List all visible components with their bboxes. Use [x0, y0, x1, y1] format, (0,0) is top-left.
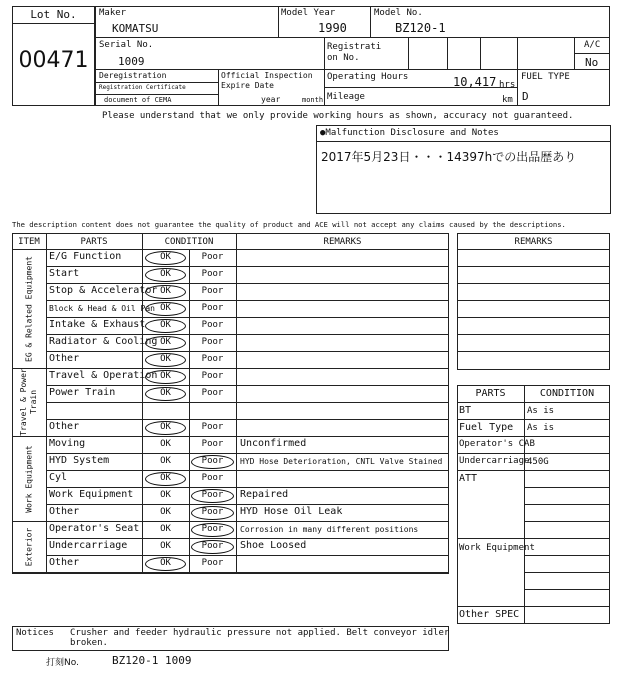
ok-option[interactable]: OK: [160, 473, 171, 483]
inspection-label: Official Inspection Expire Date: [221, 71, 313, 90]
ok-option[interactable]: OK: [160, 371, 171, 381]
serial-value: 1009: [118, 55, 145, 68]
malfunction-title: ●Malfunction Disclosure and Notes: [320, 128, 499, 138]
poor-selected-circle: [191, 523, 234, 537]
operating-hours-value: 10,417: [453, 75, 497, 89]
poor-selected-circle: [191, 489, 234, 503]
ac-label: A/C: [584, 40, 601, 50]
ok-option[interactable]: OK: [160, 269, 171, 279]
poor-selected-circle: [191, 455, 234, 469]
remark-text: Shoe Loosed: [240, 540, 307, 551]
poor-option[interactable]: Poor: [201, 286, 224, 296]
model-no-value: BZ120-1: [395, 21, 446, 35]
poor-option[interactable]: Poor: [201, 422, 224, 432]
ok-option[interactable]: OK: [160, 303, 171, 313]
part-label: Operator's Seat: [49, 523, 140, 534]
poor-selected-circle: [191, 506, 234, 520]
ok-option[interactable]: OK: [160, 320, 171, 330]
ok-selected-circle: [145, 557, 186, 571]
part-label: Travel & Operation: [49, 370, 158, 381]
stamp-label: 打刻No.: [46, 658, 79, 668]
model-no-label: Model No.: [374, 8, 423, 18]
ok-selected-circle: [145, 353, 186, 367]
header-remarks: REMARKS: [323, 237, 362, 247]
poor-option[interactable]: Poor: [201, 371, 224, 381]
lot-label: Lot No.: [30, 8, 77, 21]
poor-option[interactable]: Poor: [201, 439, 224, 449]
registration-label: Registrati on No.: [327, 42, 382, 63]
ok-option[interactable]: OK: [160, 388, 171, 398]
part-label: Other: [49, 506, 80, 517]
ok-selected-circle: [145, 302, 186, 316]
poor-option[interactable]: Poor: [201, 303, 224, 313]
malfunction-text: 2017年5月23日・・・14397hでの出品歴あり: [321, 150, 577, 164]
side-part-label: Operator's CAB: [459, 439, 535, 449]
side-part-label: ATT: [459, 473, 478, 484]
poor-option[interactable]: Poor: [201, 473, 224, 483]
ok-selected-circle: [145, 370, 186, 384]
ok-option[interactable]: OK: [160, 490, 171, 500]
deregistration-label: Deregistration: [99, 71, 167, 80]
notices-text: Crusher and feeder hydraulic pressure not applied. Belt conveyor idler broken.: [70, 628, 450, 648]
group-label: Travel & Power Train: [19, 368, 38, 436]
year-label: year: [261, 95, 281, 104]
remark-text: Repaired: [240, 489, 289, 500]
ok-selected-circle: [145, 319, 186, 333]
ac-value: No: [585, 56, 599, 69]
group-label: Work Equipment: [24, 444, 33, 513]
part-label: Other: [49, 421, 80, 432]
ok-selected-circle: [145, 421, 186, 435]
part-label: Stop & Accelerator: [49, 285, 158, 296]
ok-selected-circle: [145, 336, 186, 350]
side-remarks-box: [457, 233, 610, 370]
fuel-type-label: FUEL TYPE: [521, 72, 570, 82]
part-label: Other: [49, 353, 80, 364]
remark-text: Corrosion in many different positions: [240, 525, 419, 534]
hrs-unit: hrs: [499, 80, 516, 90]
maker-label: Maker: [99, 8, 127, 18]
poor-option[interactable]: Poor: [201, 320, 224, 330]
side-condition-value: As is: [527, 406, 555, 416]
ok-option[interactable]: OK: [160, 286, 171, 296]
hours-notice: Please understand that we only provide working hours as shown, accuracy not guaranteed.: [102, 111, 574, 121]
header-item: ITEM: [18, 237, 40, 247]
ok-option[interactable]: OK: [160, 456, 171, 466]
ok-selected-circle: [145, 268, 186, 282]
poor-option[interactable]: Poor: [201, 541, 224, 551]
ok-selected-circle: [145, 387, 186, 401]
side-part-label: Other SPEC: [459, 609, 520, 620]
part-label: Radiator & Cooling: [49, 336, 158, 347]
registration-certificate-label: Registration Certificate: [99, 84, 186, 91]
side-remarks-header: REMARKS: [514, 237, 553, 247]
ok-selected-circle: [145, 251, 186, 265]
mileage-label: Mileage: [327, 92, 365, 102]
side-part-label: Work Equipment: [459, 543, 535, 553]
ok-option[interactable]: OK: [160, 337, 171, 347]
group-label: EG & Related Equipment: [24, 255, 33, 362]
poor-option[interactable]: Poor: [201, 456, 224, 466]
ok-option[interactable]: OK: [160, 507, 171, 517]
side-condition-value: 450G: [527, 457, 549, 467]
ok-option[interactable]: OK: [160, 541, 171, 551]
poor-option[interactable]: Poor: [201, 252, 224, 262]
part-label: Undercarriage: [49, 540, 128, 551]
maker-value: KOMATSU: [112, 22, 159, 35]
ok-selected-circle: [145, 285, 186, 299]
ok-option[interactable]: OK: [160, 422, 171, 432]
malfunction-box: [316, 125, 611, 214]
part-label: Other: [49, 557, 80, 568]
serial-label: Serial No.: [99, 40, 154, 50]
remark-text: HYD Hose Deterioration, CNTL Valve Stained: [240, 457, 443, 466]
remark-text: Unconfirmed: [240, 438, 307, 449]
ok-option[interactable]: OK: [160, 524, 171, 534]
poor-option[interactable]: Poor: [201, 269, 224, 279]
model-year-label: Model Year: [281, 8, 336, 18]
poor-selected-circle: [191, 540, 234, 554]
ok-selected-circle: [145, 472, 186, 486]
part-label: Power Train: [49, 387, 116, 398]
part-label: Cyl: [49, 472, 68, 483]
cema-label: document of CEMA: [104, 96, 172, 104]
poor-option[interactable]: Poor: [201, 354, 224, 364]
lot-number: 00471: [18, 48, 89, 73]
side-part-label: Undercarriage: [459, 456, 530, 466]
remark-text: HYD Hose Oil Leak: [240, 506, 343, 517]
part-label: Intake & Exhaust: [49, 319, 146, 330]
ok-option[interactable]: OK: [160, 439, 171, 449]
ok-option[interactable]: OK: [160, 558, 171, 568]
stamp-value: BZ120-1 1009: [112, 654, 192, 667]
part-label: E/G Function: [49, 251, 122, 262]
poor-option[interactable]: Poor: [201, 490, 224, 500]
side-part-label: BT: [459, 405, 472, 416]
group-label: Exterior: [24, 527, 33, 566]
model-year-value: 1990: [318, 21, 347, 35]
part-label: HYD System: [49, 455, 110, 466]
month-label: month: [302, 96, 324, 104]
header-condition: CONDITION: [164, 237, 214, 247]
part-label: Block & Head & Oil Pan: [49, 304, 155, 313]
ok-option[interactable]: OK: [160, 354, 171, 364]
ok-option[interactable]: OK: [160, 252, 171, 262]
side-parts-header: PARTS: [475, 388, 506, 399]
side-part-label: Fuel Type: [459, 422, 514, 433]
side-condition-header: CONDITION: [539, 388, 595, 399]
poor-option[interactable]: Poor: [201, 524, 224, 534]
poor-option[interactable]: Poor: [201, 558, 224, 568]
poor-option[interactable]: Poor: [201, 388, 224, 398]
poor-option[interactable]: Poor: [201, 507, 224, 517]
side-condition-value: As is: [527, 423, 555, 433]
part-label: Start: [49, 268, 80, 279]
km-unit: km: [502, 95, 513, 105]
operating-hours-label: Operating Hours: [327, 72, 409, 82]
header-parts: PARTS: [80, 237, 108, 247]
poor-option[interactable]: Poor: [201, 337, 224, 347]
notices-label: Notices: [16, 628, 54, 638]
part-label: Work Equipment: [49, 489, 134, 500]
part-label: Moving: [49, 438, 86, 449]
disclaimer: The description content does not guarantee the quality of product and ACE will not accept any claims caused by the descriptions.: [12, 220, 566, 229]
fuel-type-value: D: [522, 90, 529, 103]
